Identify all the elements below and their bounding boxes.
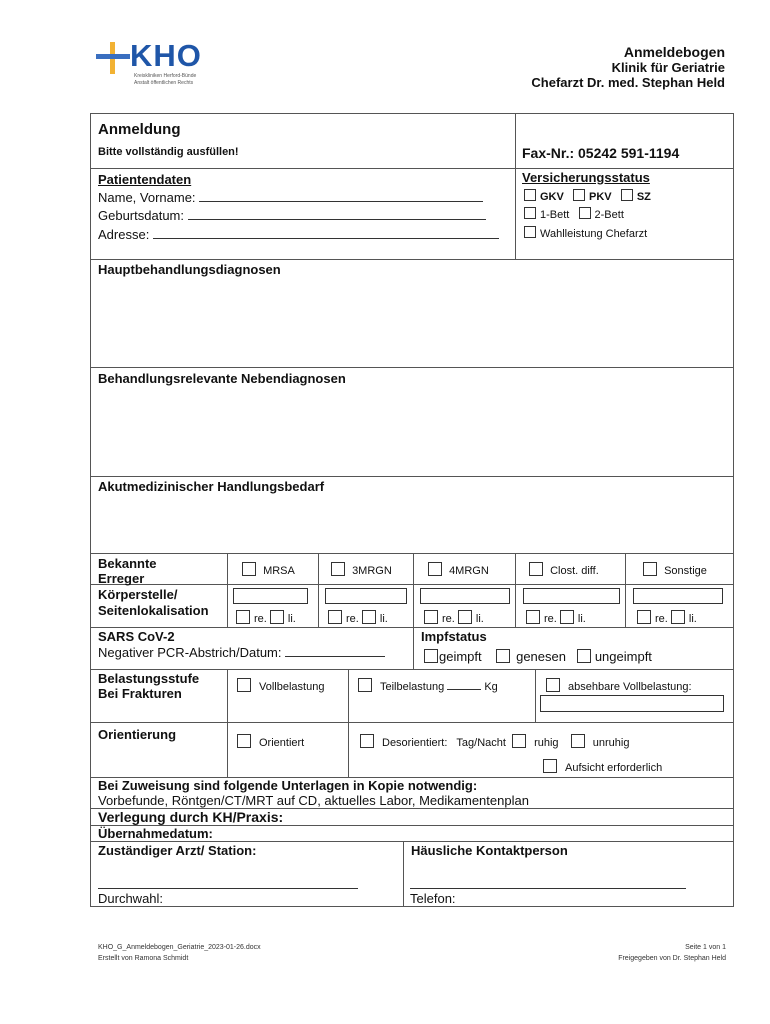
vollbelastung-label: Vollbelastung [259, 681, 325, 693]
teilbelastung-checkbox[interactable] [358, 678, 372, 692]
phone-label: Telefon: [410, 891, 456, 906]
genesen-checkbox[interactable] [496, 649, 510, 663]
mrsa-label: MRSA [263, 565, 295, 577]
wahl-checkbox[interactable] [524, 226, 536, 238]
desorientiert-checkbox[interactable] [360, 734, 374, 748]
doctor-station-line[interactable] [98, 888, 358, 889]
bett1-label: 1-Bett [540, 209, 570, 221]
logo-subtitle-2: Anstalt öffentlichen Rechts [134, 80, 194, 86]
bodysite-3mrgn-input[interactable] [325, 588, 407, 604]
ruhig-checkbox[interactable] [512, 734, 526, 748]
insurance-heading: Versicherungsstatus [522, 170, 650, 185]
fax-number: Fax-Nr.: 05242 591-1194 [522, 145, 680, 161]
li-label: li. [577, 613, 586, 625]
re-label: re. [254, 613, 267, 625]
pathogen-label-1: Bekannte [98, 556, 157, 571]
unruhig-checkbox[interactable] [571, 734, 585, 748]
pkv-label: PKV [589, 191, 612, 203]
bett1-checkbox[interactable] [524, 207, 536, 219]
transfer-heading: Verlegung durch KH/Praxis: [98, 809, 284, 825]
insurance-type-row [524, 189, 651, 203]
bodysite-mrsa-input[interactable] [233, 588, 308, 604]
re-checkbox[interactable] [328, 610, 342, 624]
pathogen-4mrgn [428, 562, 489, 577]
supervision-option [543, 759, 662, 774]
li-checkbox[interactable] [458, 610, 472, 624]
bodysite-label-2: Seitenlokalisation [98, 603, 209, 618]
documents-list: Vorbefunde, Röntgen/CT/MRT auf CD, aktuelles Labor, Medikamentenplan [98, 793, 529, 808]
expected-load-input[interactable] [540, 695, 724, 712]
form-title: Anmeldebogen [623, 44, 725, 60]
vaccination-label: Impfstatus [421, 629, 487, 644]
address-label: Adresse: [98, 227, 150, 242]
geimpft-label: geimpft [439, 649, 482, 664]
anmeldung-title: Anmeldung [98, 121, 181, 138]
load-label-2: Bei Frakturen [98, 686, 182, 701]
re-label: re. [346, 613, 359, 625]
name-field[interactable] [98, 190, 503, 205]
logo [96, 40, 226, 90]
disoriented-option [360, 734, 629, 749]
main-diagnoses-area[interactable] [92, 280, 732, 365]
doctor-station-label: Zuständiger Arzt/ Station: [98, 843, 257, 858]
secondary-diagnoses-area[interactable] [92, 389, 732, 474]
documents-heading: Bei Zuweisung sind folgende Unterlagen in Kopie notwendig: [98, 778, 478, 793]
home-contact-line[interactable] [410, 888, 686, 889]
acute-need-heading: Akutmedizinischer Handlungsbedarf [98, 479, 325, 494]
mrsa-checkbox[interactable] [242, 562, 256, 576]
patient-heading: Patientendaten [98, 172, 192, 187]
side-mrsa [236, 610, 296, 625]
bodysite-sonstige-input[interactable] [633, 588, 723, 604]
li-checkbox[interactable] [270, 610, 284, 624]
home-contact-label: Häusliche Kontaktperson [411, 843, 568, 858]
secondary-diagnoses-heading: Behandlungsrelevante Nebendiagnosen [98, 371, 346, 386]
wahl-label: Wahlleistung Chefarzt [540, 228, 648, 240]
re-label: re. [655, 613, 668, 625]
absehbar-checkbox[interactable] [546, 678, 560, 692]
side-sonstige [637, 610, 697, 625]
room-row [524, 207, 624, 221]
gkv-checkbox[interactable] [524, 189, 536, 201]
pkv-checkbox[interactable] [573, 189, 585, 201]
full-load-option [237, 678, 324, 693]
logo-text: KHO [130, 38, 202, 73]
bett2-label: 2-Bett [594, 209, 624, 221]
orientation-label: Orientierung [98, 727, 177, 742]
sars-label: SARS CoV-2 [98, 629, 175, 644]
ruhig-label: ruhig [534, 737, 559, 749]
ungeimpft-checkbox[interactable] [577, 649, 591, 663]
anmeldung-note: Bitte vollständig ausfüllen! [98, 146, 239, 158]
desorientiert-label: Desorientiert: [382, 737, 448, 749]
li-label: li. [688, 613, 697, 625]
address-line[interactable] [153, 238, 499, 239]
li-checkbox[interactable] [362, 610, 376, 624]
3mrgn-label: 3MRGN [352, 565, 392, 577]
side-3mrgn [328, 610, 388, 625]
vollbelastung-checkbox[interactable] [237, 678, 251, 692]
kg-label: Kg [484, 681, 498, 693]
genesen-label: genesen [516, 649, 566, 664]
clinic-name: Klinik für Geriatrie [611, 60, 725, 75]
pathogen-sonstige [643, 562, 707, 577]
footer-author: Erstellt von Ramona Schmidt [98, 955, 189, 962]
sonstige-label: Sonstige [664, 565, 707, 577]
kg-line[interactable] [447, 689, 481, 690]
re-checkbox[interactable] [637, 610, 651, 624]
pathogen-mrsa [242, 562, 295, 577]
orientiert-checkbox[interactable] [237, 734, 251, 748]
re-label: re. [544, 613, 557, 625]
unruhig-label: unruhig [592, 737, 630, 749]
teilbelastung-label: Teilbelastung [380, 681, 445, 693]
pcr-label: Negativer PCR-Abstrich/Datum: [98, 645, 282, 660]
bodysite-4mrgn-input[interactable] [420, 588, 510, 604]
li-label: li. [475, 613, 484, 625]
footer-page: Seite 1 von 1 [685, 944, 726, 951]
4mrgn-checkbox[interactable] [428, 562, 442, 576]
sz-label: SZ [636, 191, 651, 203]
li-label: li. [287, 613, 296, 625]
bodysite-label-1: Körperstelle/ [98, 587, 178, 602]
address-field[interactable] [98, 227, 510, 242]
clost-label: Clost. diff. [550, 565, 599, 577]
sonstige-checkbox[interactable] [643, 562, 657, 576]
re-checkbox[interactable] [526, 610, 540, 624]
gkv-label: GKV [540, 191, 564, 203]
absehbar-label: absehbare Vollbelastung: [568, 681, 692, 693]
oriented-option [237, 734, 304, 749]
ungeimpft-label: ungeimpft [594, 649, 652, 664]
expected-load-option [546, 678, 692, 693]
partial-load-option [358, 678, 498, 693]
side-clost [526, 610, 586, 625]
pathogen-clost [529, 562, 599, 577]
birthdate-line[interactable] [188, 219, 486, 220]
extension-label: Durchwahl: [98, 891, 164, 906]
aufsicht-label: Aufsicht erforderlich [565, 762, 663, 774]
acute-need-area[interactable] [92, 497, 732, 551]
side-4mrgn [424, 610, 484, 625]
birthdate-label: Geburtsdatum: [98, 208, 184, 223]
chief-doctor: Chefarzt Dr. med. Stephan Held [531, 75, 725, 90]
pcr-field[interactable] [98, 645, 385, 660]
cross-logo-icon [96, 42, 130, 74]
logo-subtitle-1: Kreiskliniken Herford-Bünde [134, 73, 197, 79]
footer-filename: KHO_G_Anmeldebogen_Geriatrie_2023-01-26.docx [98, 944, 261, 951]
aufsicht-checkbox[interactable] [543, 759, 557, 773]
footer-approved: Freigegeben von Dr. Stephan Held [618, 955, 726, 962]
clost-checkbox[interactable] [529, 562, 543, 576]
sz-checkbox[interactable] [621, 189, 633, 201]
3mrgn-checkbox[interactable] [331, 562, 345, 576]
pathogen-label-2: Erreger [98, 571, 145, 586]
bett2-checkbox[interactable] [579, 207, 591, 219]
geimpft-checkbox[interactable] [424, 649, 438, 663]
li-label: li. [379, 613, 388, 625]
name-line[interactable] [199, 201, 483, 202]
re-checkbox[interactable] [424, 610, 438, 624]
takeover-date-label: Übernahmedatum: [98, 826, 213, 841]
wahl-row [524, 226, 647, 240]
pathogen-3mrgn [331, 562, 392, 577]
tagnacht-label: Tag/Nacht [456, 737, 506, 749]
4mrgn-label: 4MRGN [449, 565, 489, 577]
li-checkbox[interactable] [671, 610, 685, 624]
vaccination-options [424, 649, 652, 664]
re-label: re. [442, 613, 455, 625]
bodysite-clost-input[interactable] [523, 588, 620, 604]
li-checkbox[interactable] [560, 610, 574, 624]
main-diagnoses-heading: Hauptbehandlungsdiagnosen [98, 262, 281, 277]
orientiert-label: Orientiert [259, 737, 305, 749]
birthdate-field[interactable] [98, 208, 503, 223]
pcr-date-line[interactable] [285, 656, 385, 657]
name-label: Name, Vorname: [98, 190, 196, 205]
re-checkbox[interactable] [236, 610, 250, 624]
load-label-1: Belastungsstufe [98, 671, 200, 686]
